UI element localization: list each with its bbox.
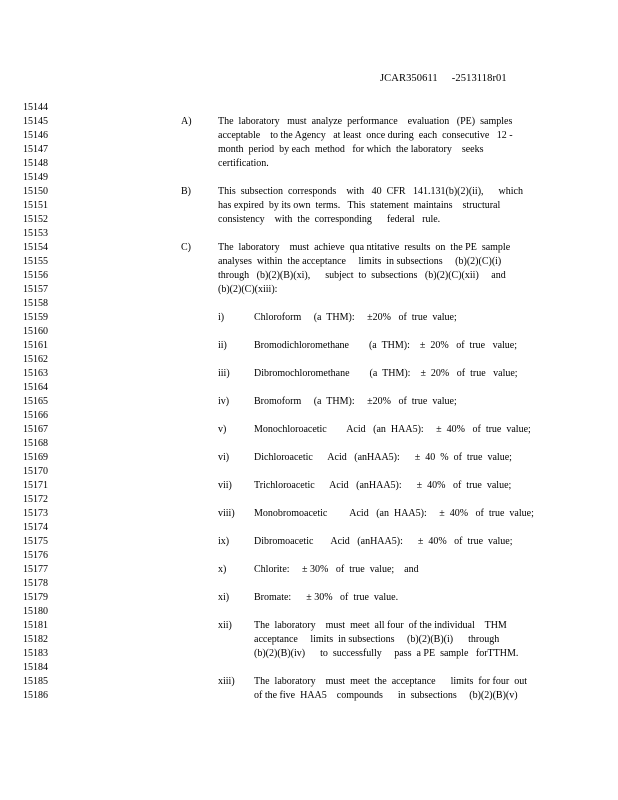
line-number: 15185 — [23, 676, 48, 687]
item-text-line: (b)(2)(B)(iv) to successfully pass a PE sample forTTHM. — [254, 648, 519, 659]
item-text-line: Chlorite: ± 30% of true value; and — [254, 564, 419, 575]
item-text-line: Dichloroacetic Acid (anHAA5): ± 40 % of true value; — [254, 452, 512, 463]
item-text-line: Chloroform (a THM): ±20% of true value; — [254, 312, 457, 323]
line-number: 15154 — [23, 242, 48, 253]
line-number: 15155 — [23, 256, 48, 267]
section-text-line: This subsection corresponds with 40 CFR 141.131(b)(2)(ii), which — [218, 186, 523, 197]
line-number: 15164 — [23, 382, 48, 393]
item-text-line: Dibromochloromethane (a THM): ± 20% of true value; — [254, 368, 518, 379]
line-number: 15183 — [23, 648, 48, 659]
item-text-line: The laboratory must meet the acceptance limits for four out — [254, 676, 527, 687]
item-number: vii) — [218, 480, 232, 491]
item-number: viii) — [218, 508, 235, 519]
line-number: 15146 — [23, 130, 48, 141]
line-number: 15158 — [23, 298, 48, 309]
line-number: 15148 — [23, 158, 48, 169]
item-number: iv) — [218, 396, 230, 407]
line-number: 15150 — [23, 186, 48, 197]
item-text-line: Monobromoacetic Acid (an HAA5): ± 40% of true value; — [254, 508, 534, 519]
document-reference: -2513118r01 — [451, 73, 507, 84]
item-text-line: Dibromoacetic Acid (anHAA5): ± 40% of true value; — [254, 536, 513, 547]
item-text-line: of the five HAA5 compounds in subsections (b)(2)(B)(v) — [254, 690, 518, 701]
line-number: 15172 — [23, 494, 48, 505]
item-text-line: Trichloroacetic Acid (anHAA5): ± 40% of true value; — [254, 480, 512, 491]
line-number: 15160 — [23, 326, 48, 337]
section-text-line: through (b)(2)(B)(xi), subject to subsections (b)(2)(C)(xii) and — [218, 270, 506, 281]
item-number: v) — [218, 424, 227, 435]
line-number: 15145 — [23, 116, 48, 127]
line-number: 15151 — [23, 200, 48, 211]
item-number: x) — [218, 564, 227, 575]
page-header — [380, 73, 507, 84]
item-text-line: Bromoform (a THM): ±20% of true value; — [254, 396, 457, 407]
line-number: 15176 — [23, 550, 48, 561]
item-number: i) — [218, 312, 225, 323]
line-number: 15169 — [23, 452, 48, 463]
line-number: 15166 — [23, 410, 48, 421]
line-number: 15182 — [23, 634, 48, 645]
section-marker: A) — [181, 116, 192, 127]
line-number: 15144 — [23, 102, 48, 113]
line-number: 15175 — [23, 536, 48, 547]
line-number: 15149 — [23, 172, 48, 183]
item-text-line: Bromate: ± 30% of true value. — [254, 592, 399, 603]
item-number: iii) — [218, 368, 230, 379]
line-number: 15181 — [23, 620, 48, 631]
item-number: xi) — [218, 592, 230, 603]
section-text-line: (b)(2)(C)(xiii): — [218, 284, 278, 295]
item-number: xiii) — [218, 676, 235, 687]
line-number: 15184 — [23, 662, 48, 673]
item-text-line: acceptance limits in subsections (b)(2)(B)(i) through — [254, 634, 500, 645]
line-number: 15170 — [23, 466, 48, 477]
line-number: 15171 — [23, 480, 48, 491]
line-number: 15179 — [23, 592, 48, 603]
line-number: 15178 — [23, 578, 48, 589]
line-number: 15162 — [23, 354, 48, 365]
line-number: 15153 — [23, 228, 48, 239]
item-text-line: The laboratory must meet all four of the individual THM — [254, 620, 507, 631]
section-text-line: analyses within the acceptance limits in subsections (b)(2)(C)(i) — [218, 256, 502, 267]
item-number: ix) — [218, 536, 230, 547]
section-marker: C) — [181, 242, 191, 253]
item-number: vi) — [218, 452, 230, 463]
line-number: 15156 — [23, 270, 48, 281]
item-text-line: Monochloroacetic Acid (an HAA5): ± 40% of true value; — [254, 424, 531, 435]
document-code: JCAR350611 — [380, 73, 438, 84]
line-number: 15165 — [23, 396, 48, 407]
item-number: xii) — [218, 620, 232, 631]
section-text-line: acceptable to the Agency at least once during each consecutive 12 - — [218, 130, 513, 141]
line-number: 15152 — [23, 214, 48, 225]
section-text-line: certification. — [218, 158, 269, 169]
section-marker: B) — [181, 186, 191, 197]
line-number: 15168 — [23, 438, 48, 449]
item-text-line: Bromodichloromethane (a THM): ± 20% of true value; — [254, 340, 518, 351]
section-text-line: month period by each method for which the laboratory seeks — [218, 144, 484, 155]
line-number: 15180 — [23, 606, 48, 617]
section-text-line: has expired by its own terms. This statement maintains structural — [218, 200, 501, 211]
line-number: 15159 — [23, 312, 48, 323]
line-number: 15177 — [23, 564, 48, 575]
item-number: ii) — [218, 340, 227, 351]
line-number: 15157 — [23, 284, 48, 295]
line-number: 15186 — [23, 690, 48, 701]
line-number: 15173 — [23, 508, 48, 519]
section-text-line: The laboratory must achieve qua ntitative results on the PE sample — [218, 242, 511, 253]
section-text-line: consistency with the corresponding federal rule. — [218, 214, 441, 225]
line-number: 15163 — [23, 368, 48, 379]
line-number: 15147 — [23, 144, 48, 155]
line-number: 15174 — [23, 522, 48, 533]
line-number: 15161 — [23, 340, 48, 351]
line-number: 15167 — [23, 424, 48, 435]
section-text-line: The laboratory must analyze performance evaluation (PE) samples — [218, 116, 513, 127]
